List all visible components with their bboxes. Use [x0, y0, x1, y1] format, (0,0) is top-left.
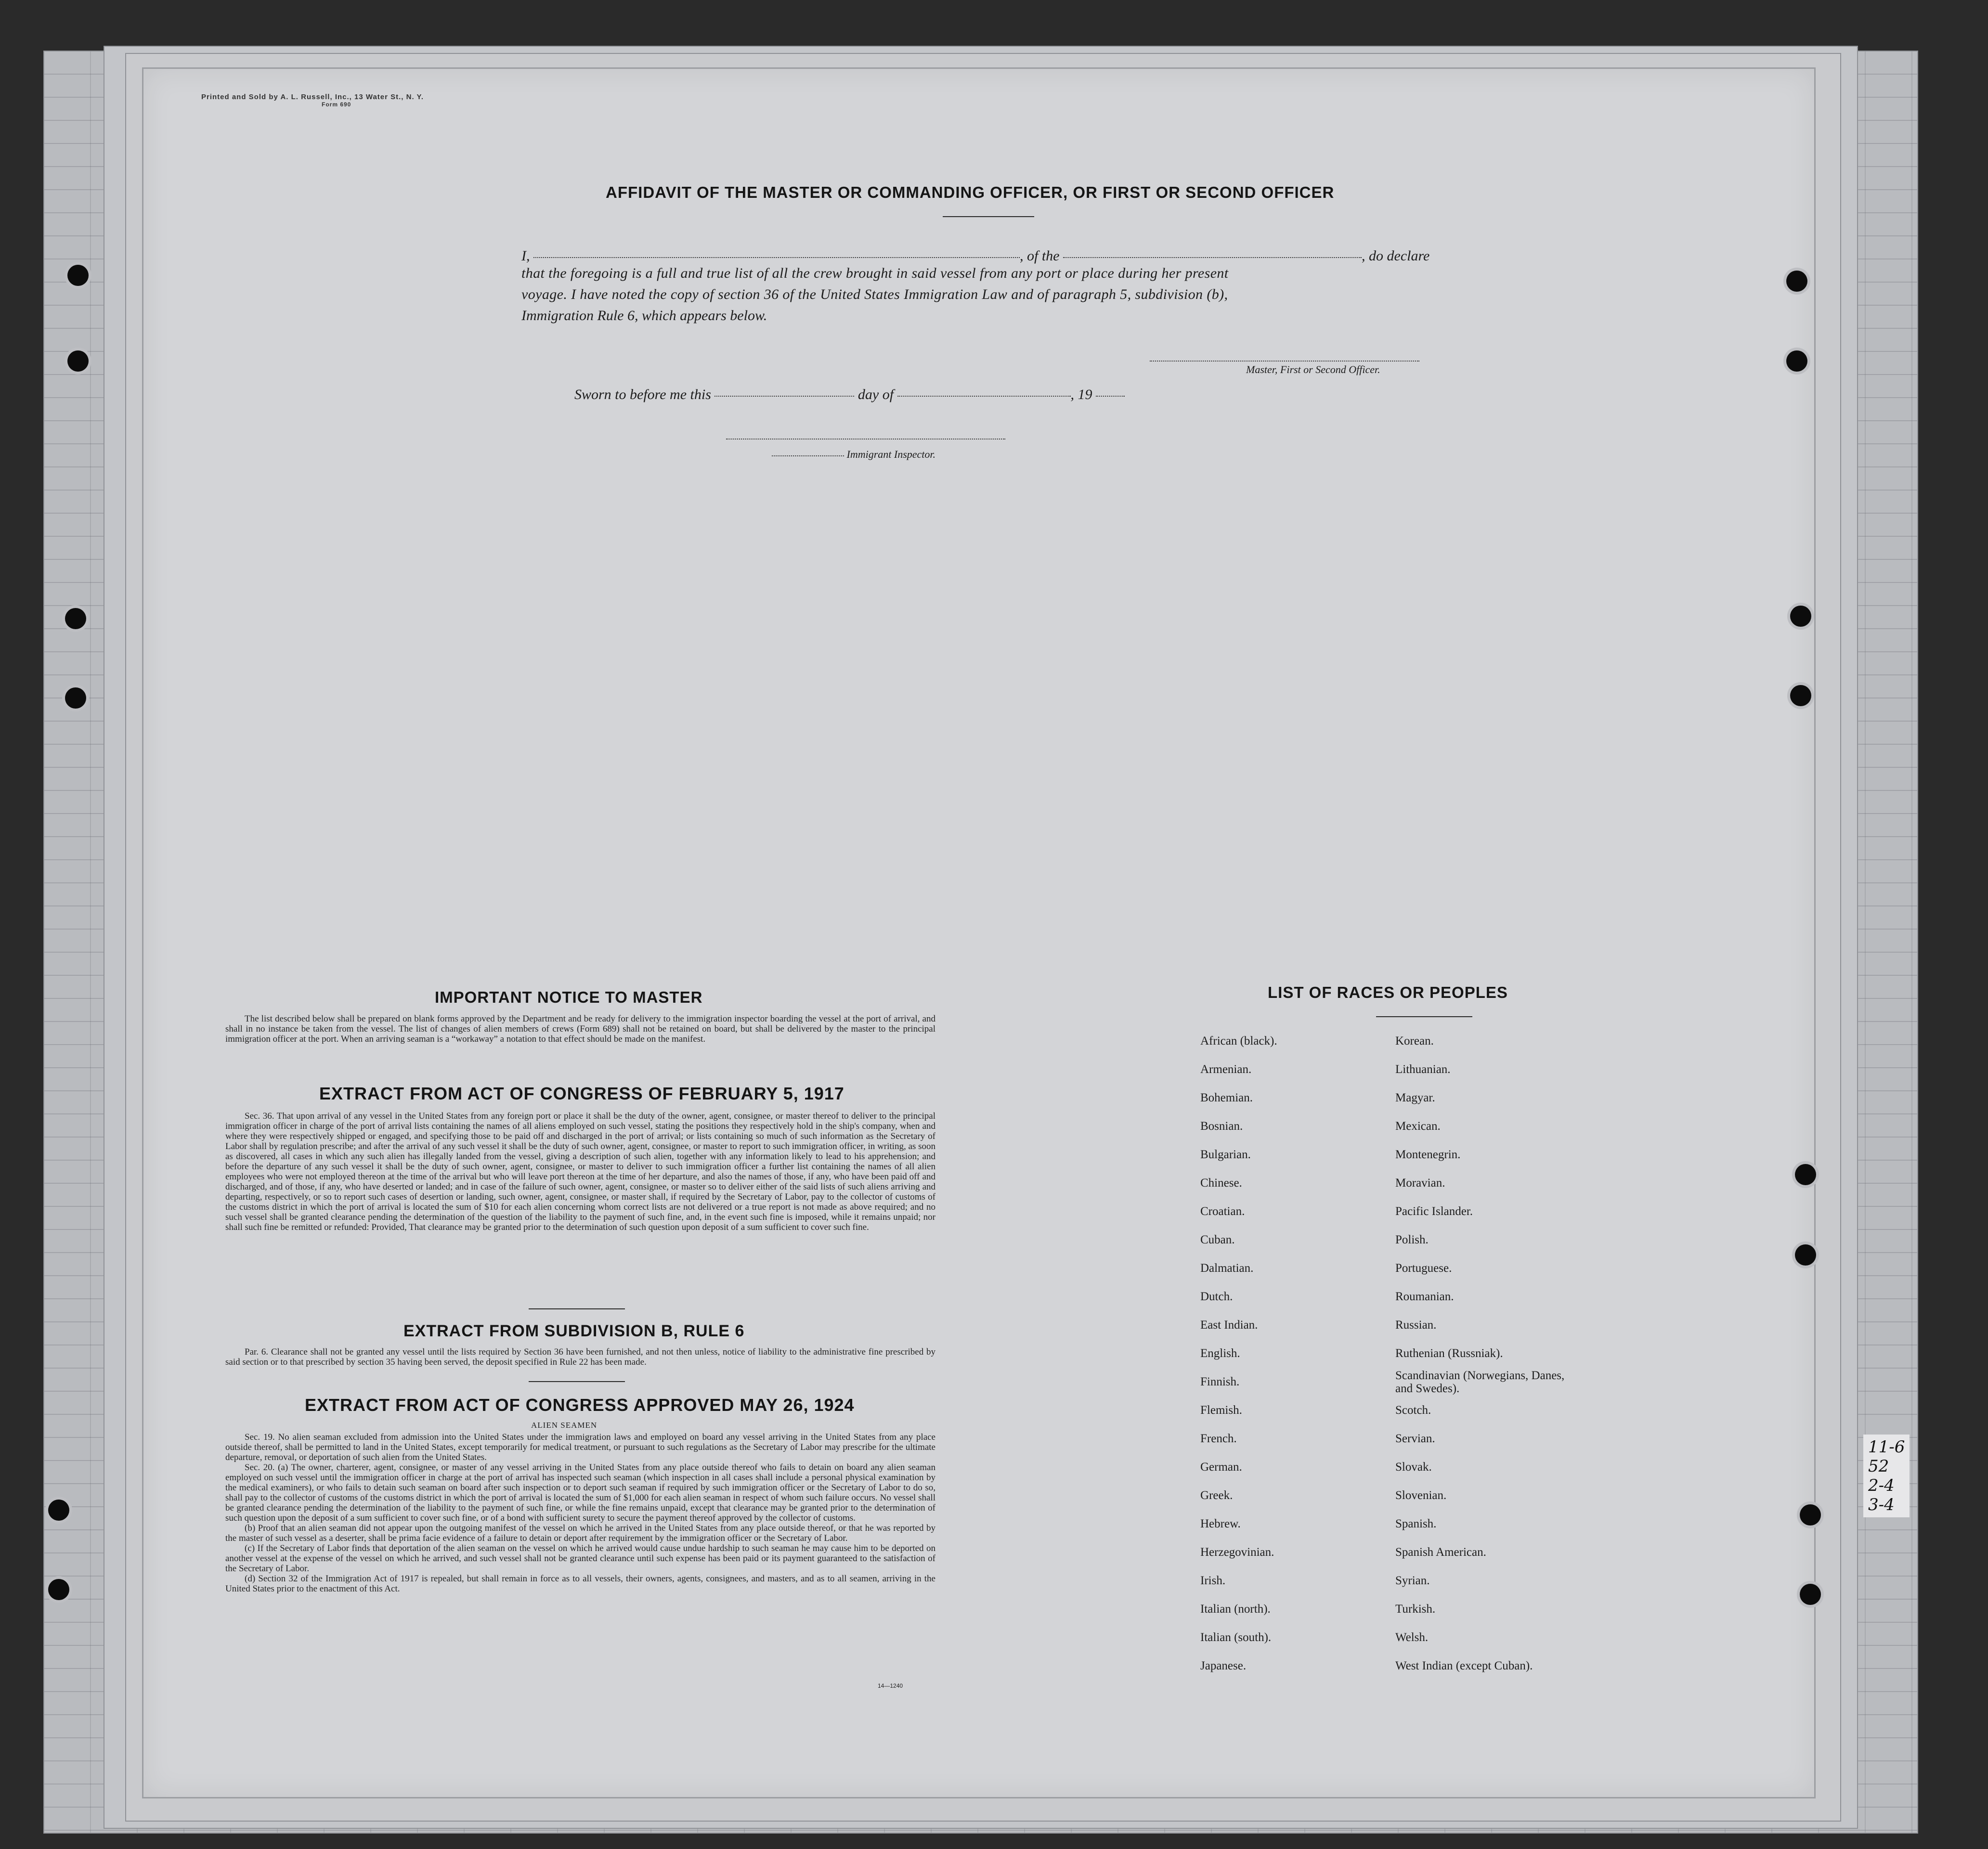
races-title-rule [1376, 1016, 1472, 1017]
race-item: Spanish American. [1395, 1546, 1486, 1559]
race-item: East Indian. [1200, 1319, 1258, 1332]
printer-imprint [201, 93, 424, 108]
race-item: Portuguese. [1395, 1262, 1452, 1275]
declaration-body-3: Immigration Rule 6, which appears below. [521, 308, 767, 323]
race-item: Ruthenian (Russniak). [1395, 1347, 1503, 1360]
binder-hole-right [1786, 271, 1807, 292]
race-item: Italian (south). [1200, 1631, 1272, 1644]
year-prefix: , 19 [1070, 387, 1092, 402]
race-item: Scotch. [1395, 1404, 1431, 1417]
race-item: Slovenian. [1395, 1489, 1447, 1502]
notice-title: IMPORTANT NOTICE TO MASTER [435, 988, 703, 1006]
sworn-month-blank[interactable] [897, 395, 1071, 397]
race-item: Welsh. [1395, 1631, 1429, 1644]
sworn-year-blank[interactable] [1096, 395, 1125, 397]
margin-note-line: 52 [1868, 1457, 1889, 1476]
race-item: Bohemian. [1200, 1091, 1253, 1104]
race-item: Turkish. [1395, 1603, 1436, 1616]
i-label: I, [521, 248, 530, 264]
notice-text [225, 1014, 936, 1044]
declaration-body-1: that the foregoing is a full and true list of all the crew brought in said vessel from any port or place during her present [521, 265, 1229, 281]
race-item: Scandinavian (Norwegians, Danes, and Swedes). [1395, 1369, 1565, 1395]
race-item: Korean. [1395, 1034, 1434, 1047]
extract1-text [225, 1111, 936, 1232]
binder-hole-left [48, 1579, 69, 1600]
binder-hole-right [1800, 1504, 1821, 1526]
declaration-line [521, 248, 1429, 264]
extract3-paragraph: (c) If the Secretary of Labor finds that deportation of the alien seaman on the vessel on which he arrived would cause undue hardship to such seaman he may cause him to be deported on another vessel at the expense of the vessel on which he arrived, and such vessel shall not be granted clearance until such expense has been paid or its payment guaranteed to the satisfaction of the Secretary of Labor. [225, 1543, 936, 1574]
race-item: Slovak. [1395, 1461, 1432, 1474]
race-item: Finnish. [1200, 1375, 1240, 1388]
binder-hole-left [65, 608, 86, 629]
of-the-label: , of the [1020, 248, 1060, 264]
notice-paragraph: The list described below shall be prepared on blank forms approved by the Department and be ready for delivery to the immigration inspector boarding the vessel at the port of arrival, and shall in no instance be taken from the vessel. The list of changes of alien members of crews (Form 689) shall not be retained on board, but shall be delivered by the master to the principal immigration officer at the port. When an arriving seaman is a “workaway” a notation to that effect should be made on the manifest. [225, 1014, 936, 1044]
do-declare-label: , do declare [1362, 248, 1430, 264]
race-item: Armenian. [1200, 1063, 1252, 1076]
master-signature-line[interactable] [1150, 360, 1419, 362]
manifest-page [142, 67, 1816, 1798]
inspector-label: Immigrant Inspector. [846, 448, 936, 460]
races-column-1 [1200, 1027, 1277, 1680]
race-item: Flemish. [1200, 1404, 1242, 1417]
race-item: African (black). [1200, 1034, 1277, 1047]
race-item: Polish. [1395, 1233, 1429, 1246]
inspector-line [772, 448, 936, 461]
extract3-title: EXTRACT FROM ACT OF CONGRESS APPROVED MAY 26, 1924 [305, 1395, 855, 1415]
inspector-blank[interactable] [772, 454, 844, 456]
race-item: Dutch. [1200, 1290, 1233, 1303]
races-title: LIST OF RACES OR PEOPLES [1268, 983, 1508, 1001]
extract3-paragraph: Sec. 20. (a) The owner, charterer, agent, consignee, or master of any vessel arriving in the United States from any place outside thereof who fails to detain on board any alien seaman employed on such vessel until the immigration officer in charge at the port of arrival has inspected such seaman (which inspection in all cases shall include a personal physical examination by the medical examiners), or who fails to detain such seaman on board after such inspection or to deport such seaman if required by such immigration officer or the Secretary of Labor to do so, shall pay to the collector of customs of the customs district in which the port of arrival is located the sum of $1,000 for each alien seaman in respect of whom such failure occurs. No vessel shall be granted clearance pending the determination of the liability to the payment of such fine, or while the fine remains unpaid, except that clearance may be granted prior to the determination of such question upon the deposit of a sum sufficient to cover such fine, or of a bond with sufficient surety to secure the payment thereof approved by the collector of customs. [225, 1462, 936, 1523]
race-item: Pacific Islander. [1395, 1205, 1473, 1218]
extract3-paragraph: (d) Section 32 of the Immigration Act of 1917 is repealed, but shall remain in force as to all vessels, their owners, agents, consignees, and masters, and as to all seamen, arriving in the United States prior to the enactment of this Act. [225, 1574, 936, 1594]
race-item: Italian (north). [1200, 1603, 1271, 1616]
race-item: Montenegrin. [1395, 1148, 1461, 1161]
day-of-label: day of [858, 387, 894, 402]
race-item: Mexican. [1395, 1120, 1441, 1133]
margin-note [1863, 1435, 1910, 1517]
extract3-text [225, 1432, 936, 1594]
binder-hole-right [1800, 1584, 1821, 1605]
race-item: German. [1200, 1461, 1242, 1474]
race-item: Russian. [1395, 1319, 1437, 1332]
declaration-body-2: voyage. I have noted the copy of section 36 of the United States Immigration Law and of paragraph 5, subdivision (b), [521, 286, 1228, 302]
binder-hole-left [65, 687, 86, 709]
form-number: 14—1240 [878, 1682, 903, 1689]
race-item: Syrian. [1395, 1574, 1430, 1587]
binder-hole-right [1786, 350, 1807, 372]
extract3-paragraph: (b) Proof that an alien seaman did not appear upon the outgoing manifest of the vessel on which he arrived in the United States from any place outside thereof, or that he was reported by the master of such vessel as a deserter, shall be prima facie evidence of a failure to detain or deport after requirement by the immigration officer or the Secretary of Labor. [225, 1523, 936, 1543]
binder-hole-right [1790, 685, 1811, 706]
binder-hole-left [67, 265, 89, 286]
race-item: Japanese. [1200, 1659, 1247, 1672]
margin-note-line: 2-4 [1868, 1476, 1895, 1495]
race-item: Hebrew. [1200, 1517, 1241, 1530]
race-item: Servian. [1395, 1432, 1435, 1445]
sworn-line [574, 387, 1125, 403]
race-item: Moravian. [1395, 1177, 1445, 1190]
race-item: West Indian (except Cuban). [1395, 1659, 1533, 1672]
printer-form-number: Form 690 [322, 101, 351, 108]
extract1-title: EXTRACT FROM ACT OF CONGRESS OF FEBRUARY 5, 1917 [319, 1084, 845, 1103]
name-blank[interactable] [533, 256, 1020, 258]
extract3-paragraph: Sec. 19. No alien seaman excluded from admission into the United States under the immigration laws and employed on board any vessel arriving in the United States from any place outside thereof, shall be permitted to land in the United States, except temporarily for medical treatment, or pursuant to such regulations as the Secretary of Labor may prescribe for the ultimate departure, removal, or deportation of such alien from the United States. [225, 1432, 936, 1462]
race-item: Irish. [1200, 1574, 1226, 1587]
binder-hole-right [1795, 1164, 1816, 1185]
extract2-rule [529, 1381, 625, 1382]
extract2-title: EXTRACT FROM SUBDIVISION B, RULE 6 [403, 1322, 745, 1340]
extract1-rule [529, 1308, 625, 1309]
binder-hole-left [67, 350, 89, 372]
race-item: Bulgarian. [1200, 1148, 1251, 1161]
extract1-paragraph: Sec. 36. That upon arrival of any vessel in the United States from any foreign port or place it shall be the duty of the owner, agent, consignee, or master thereof to deliver to the principal immigration officer in charge of the port of arrival lists containing the names of all aliens employed on such vessel, stating the positions they respectively hold in the ship's company, when and where they were respectively shipped or engaged, and specifying those to be paid off and discharged in the port of arrival; or lists containing so much of such information as the Secretary of Labor shall by regulation prescribe; and after the arrival of any such vessel it shall be the duty of such owner, agent, consignee, or master to report to such immigration officer, in writing, as soon as discovered, all cases in which any such alien has illegally landed from the vessel, giving a description of such alien, together with any information likely to lead to his apprehension; and before the departure of any such vessel it shall be the duty of such owner, agent, consignee, or master to deliver to such immigration officer a further list containing the names of all alien employees who were not employed thereon at the time of the arrival but who will leave port thereon at the time of her departure, and also the names of those, if any, who have been paid off and discharged, and of those, if any, who have deserted or landed; and in case of the failure of such owner, agent, consignee, or master so to deliver either of the said lists of such aliens arriving and departing, respectively, or so to report such cases of desertion or landing, such owner, agent, consignee, or master shall, if required by the Secretary of Labor, pay to the collector of customs of the customs district in which the port of arrival is located the sum of $10 for each alien concerning whom correct lists are not delivered or a true report is not made as above required; and no such vessel shall be granted clearance pending the determination of the question of the liability to the payment of such fine, and, in the event such fine is imposed, while it remains unpaid; nor shall such fine be remitted or refunded: Provided, That clearance may be granted prior to the determination of such question upon deposit of a sum sufficient to cover such fine. [225, 1111, 936, 1232]
binder-hole-right [1790, 606, 1811, 627]
sworn-label: Sworn to before me this [574, 387, 711, 402]
race-item: Cuban. [1200, 1233, 1235, 1246]
race-item: Greek. [1200, 1489, 1233, 1502]
race-item: French. [1200, 1432, 1237, 1445]
race-item: Croatian. [1200, 1205, 1245, 1218]
race-item: Herzegovinian. [1200, 1546, 1274, 1559]
vessel-blank[interactable] [1063, 256, 1362, 258]
inspector-signature-line[interactable] [726, 438, 1005, 440]
margin-note-line: 3-4 [1868, 1495, 1895, 1514]
binder-hole-right [1795, 1244, 1816, 1266]
race-item: English. [1200, 1347, 1240, 1360]
races-column-2 [1395, 1027, 1578, 1680]
extract3-subtitle: ALIEN SEAMEN [531, 1421, 598, 1430]
master-label: Master, First or Second Officer. [1246, 363, 1380, 375]
race-item: Bosnian. [1200, 1120, 1243, 1133]
race-item: Roumanian. [1395, 1290, 1454, 1303]
race-item: Magyar. [1395, 1091, 1435, 1104]
printer-imprint-text: Printed and Sold by A. L. Russell, Inc., 13 Water St., N. Y. [201, 93, 424, 101]
extract2-text [225, 1347, 936, 1367]
race-item: Lithuanian. [1395, 1063, 1451, 1076]
extract2-paragraph: Par. 6. Clearance shall not be granted any vessel until the lists required by Section 36 have been furnished, and not then unless, notice of liability to the administrative fine prescribed by said section or to that prescribed by section 35 having been served, the deposit specified in Rule 22 has been made. [225, 1347, 936, 1367]
affidavit-title: AFFIDAVIT OF THE MASTER OR COMMANDING OFFICER, OR FIRST OR SECOND OFFICER [606, 183, 1335, 201]
race-item: Spanish. [1395, 1517, 1437, 1530]
race-item: Dalmatian. [1200, 1262, 1254, 1275]
affidavit-title-rule [943, 216, 1034, 217]
race-item: Chinese. [1200, 1177, 1242, 1190]
binder-hole-left [48, 1500, 69, 1521]
sworn-day-blank[interactable] [715, 395, 854, 397]
margin-note-line: 11-6 [1868, 1437, 1905, 1457]
